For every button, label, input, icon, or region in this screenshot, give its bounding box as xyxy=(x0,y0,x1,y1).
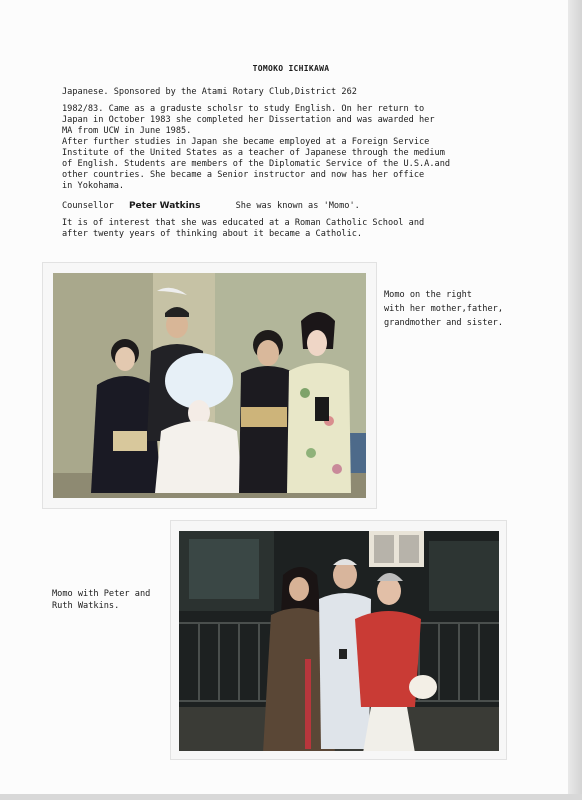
nickname-note: She was known as 'Momo'. xyxy=(235,201,360,211)
counsellor-name: Peter Watkins xyxy=(128,201,201,211)
page-edge-shadow xyxy=(568,0,582,800)
watkins-photo-caption: Momo with Peter and Ruth Watkins. xyxy=(52,589,151,611)
sponsor-paragraph: Japanese. Sponsored by the Atami Rotary Club,District 262 xyxy=(62,87,357,97)
watkins-photo xyxy=(171,521,506,759)
watkins-photo-illustration xyxy=(179,531,499,751)
family-photo-image xyxy=(53,273,366,498)
family-wedding-photo xyxy=(43,263,376,508)
watkins-photo-image xyxy=(179,531,499,751)
counsellor-line xyxy=(62,201,360,211)
family-photo-caption: Momo on the right with her mother,father, grandmother and sister. xyxy=(384,290,503,328)
counsellor-label: Counsellor xyxy=(62,201,114,211)
religion-paragraph: It is of interest that she was educated at a Roman Catholic School and after twenty years of thinking about it became a Catholic. xyxy=(62,218,425,239)
page-bottom-shadow xyxy=(0,794,582,800)
biography-paragraph: 1982/83. Came as a graduste scholsr to study English. On her return to Japan in October 1983 she completed her Dissertation and was awarded her MA from UCW in June 1985. After further studies in Japan she became employed at a Foreign Service Institute of the United States as a teacher of Japanese through the medium of English. Students are members of the Diplomatic Service of the U.S.A.and other countries. She became a Senior instructor and now has her office in Yokohama. xyxy=(62,104,451,191)
family-photo-illustration xyxy=(53,273,366,498)
page-title: TOMOKO ICHIKAWA xyxy=(252,64,330,73)
